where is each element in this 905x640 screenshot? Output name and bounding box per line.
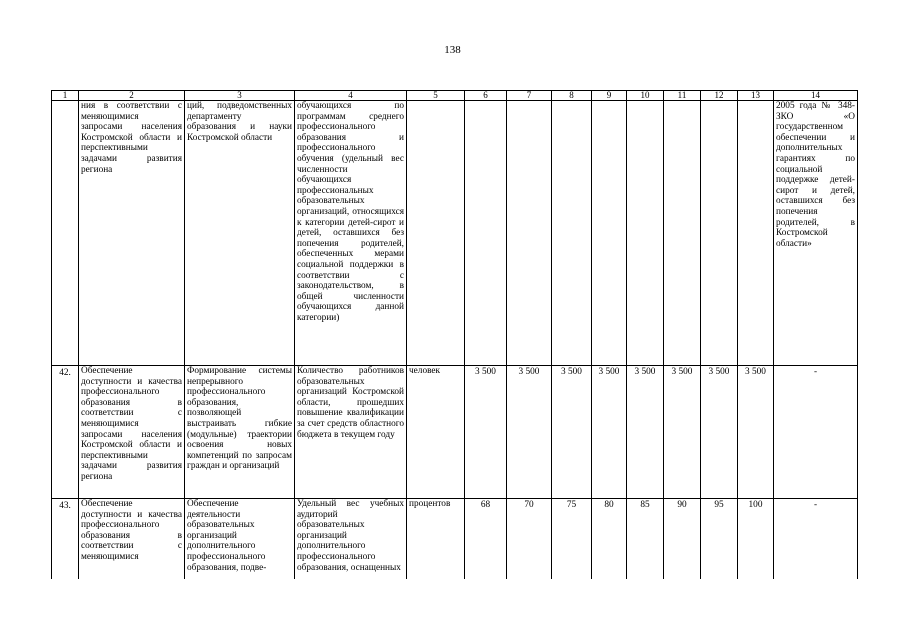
legal-basis-cell: -: [774, 499, 858, 580]
row-number: [52, 101, 79, 366]
value-cell: 85: [627, 499, 664, 580]
value-cell: 3 500: [701, 366, 738, 499]
column-header: 2: [79, 91, 185, 101]
task-cell: ций, подведомственных департаменту образования и науки Костромской области: [185, 101, 295, 366]
value-cell: [627, 101, 664, 366]
value-cell: 3 500: [507, 366, 552, 499]
value-cell: 3 500: [465, 366, 507, 499]
indicator-cell: обучающихся по программам среднего профессионального образования и профессионального обучения (удельный вес численности обучающихся профессиональных образовательных организаций, относящихся к категории детей-сирот и детей, оставшихся без попечения родителей, обеспеченных мерами социальной поддержки в соответствии с законодательством, в общей численности обучающихся данной категории): [295, 101, 407, 366]
unit-cell: процентов: [407, 499, 465, 580]
indicator-cell: Удельный вес учебных аудиторий образовательных организаций дополнительного профессионального образования, оснащенных: [295, 499, 407, 580]
table-row: [52, 366, 858, 499]
column-header: 12: [701, 91, 738, 101]
column-header: 5: [407, 91, 465, 101]
column-header: 14: [774, 91, 858, 101]
indicator-cell: Количество работников образовательных организаций Костромской области, прошедших повышение квалификации за счет средств областного бюджета в текущем году: [295, 366, 407, 499]
column-header: 6: [465, 91, 507, 101]
column-header: 3: [185, 91, 295, 101]
indicators-table: [51, 90, 858, 579]
column-header: 9: [592, 91, 627, 101]
value-cell: 3 500: [738, 366, 774, 499]
column-header: 13: [738, 91, 774, 101]
goal-cell: Обеспечение доступности и качества профессионального образования в соответствии с меняющимися запросами населения Костромской области и перспективными задачами развития региона: [79, 366, 185, 499]
task-cell: Формирование системы непрерывного профессионального образования, позволяющей выстраивать гибкие (модульные) траектории освоения новых компетенций по запросам граждан и организаций: [185, 366, 295, 499]
page-number: 138: [444, 44, 461, 56]
goal-cell: Обеспечение доступности и качества профессионального образования в соответствии с меняющимися: [79, 499, 185, 580]
value-cell: 3 500: [552, 366, 592, 499]
value-cell: [592, 101, 627, 366]
table-row: [52, 101, 858, 366]
value-cell: 3 500: [664, 366, 701, 499]
value-cell: 100: [738, 499, 774, 580]
unit-cell: человек: [407, 366, 465, 499]
task-cell: Обеспечение деятельности образовательных организаций дополнительного профессионального образования, подве-: [185, 499, 295, 580]
value-cell: [738, 101, 774, 366]
row-number: 43.: [52, 499, 79, 580]
value-cell: 95: [701, 499, 738, 580]
column-header: 11: [664, 91, 701, 101]
legal-basis-cell: -: [774, 366, 858, 499]
row-number: 42.: [52, 366, 79, 499]
column-header: 10: [627, 91, 664, 101]
value-cell: 3 500: [592, 366, 627, 499]
column-header: 8: [552, 91, 592, 101]
value-cell: [465, 101, 507, 366]
value-cell: 80: [592, 499, 627, 580]
header-row: [52, 91, 858, 101]
unit-cell: [407, 101, 465, 366]
goal-cell: ния в соответствии с меняющимися запросами населения Костромской области и перспективными задачами развития региона: [79, 101, 185, 366]
column-header: 1: [52, 91, 79, 101]
value-cell: 3 500: [627, 366, 664, 499]
value-cell: 75: [552, 499, 592, 580]
value-cell: 70: [507, 499, 552, 580]
legal-basis-cell: 2005 года № 348-ЗКО «О государственном обеспечении и дополнительных гарантиях по социальной поддержке детей-сирот и детей, оставшихся без попечения родителей, в Костромской области»: [774, 101, 858, 366]
value-cell: [701, 101, 738, 366]
column-header: 7: [507, 91, 552, 101]
table-row: [52, 499, 858, 580]
value-cell: [664, 101, 701, 366]
value-cell: [507, 101, 552, 366]
value-cell: [552, 101, 592, 366]
column-header: 4: [295, 91, 407, 101]
value-cell: 90: [664, 499, 701, 580]
value-cell: 68: [465, 499, 507, 580]
